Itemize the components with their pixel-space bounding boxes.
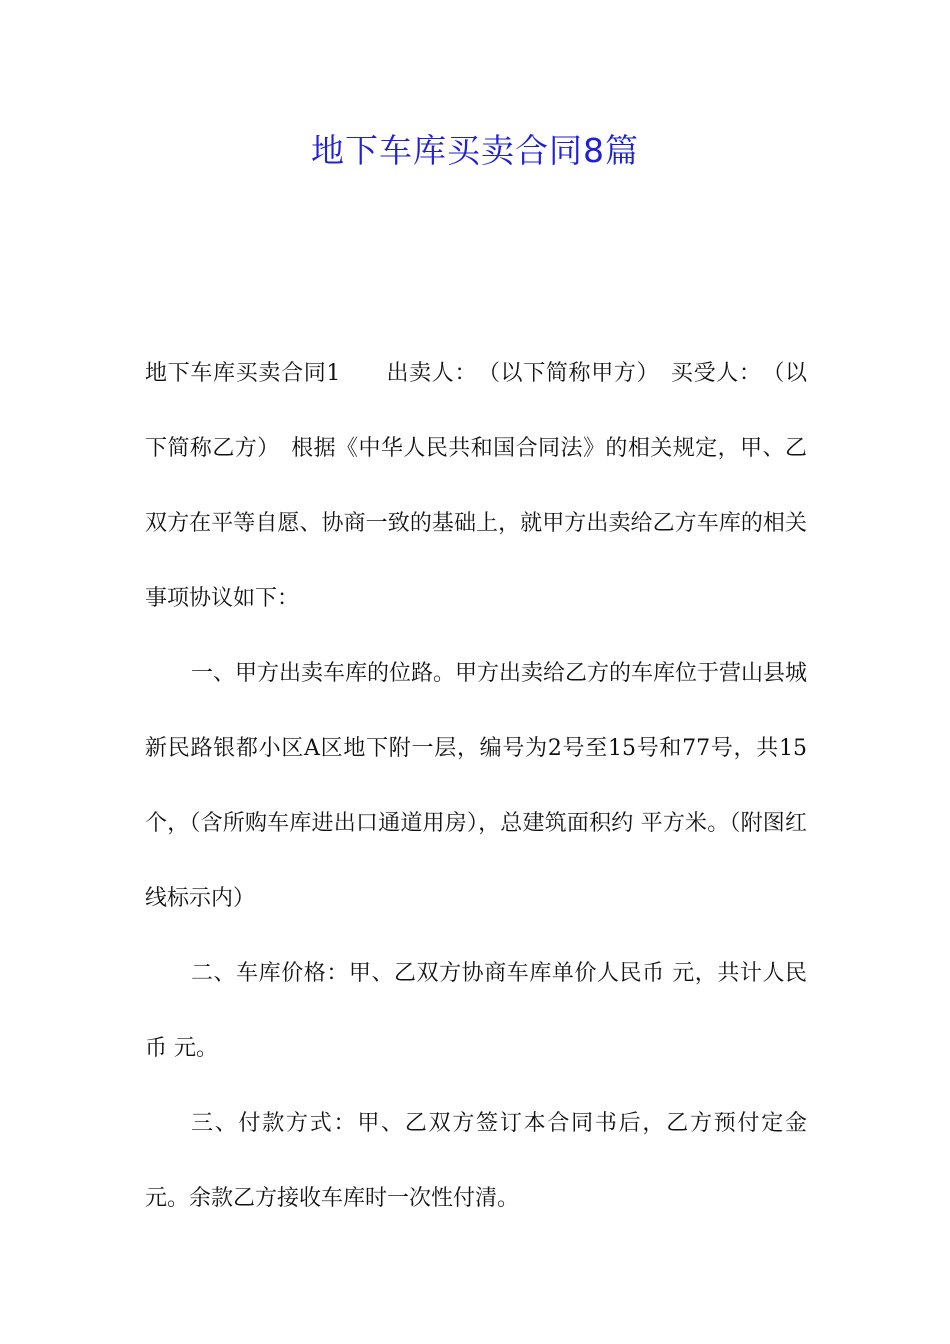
- paragraph-1: 地下车库买卖合同1 出卖人： （以下简称甲方） 买受人： （以下简称乙方） 根据《中华人民共和国合同法》的相关规定，甲、乙双方在平等自愿、协商一致的基础上，就甲方出卖给乙方车库的相关事项协议如下：: [145, 361, 807, 611]
- document-title: 地下车库买卖合同8篇: [311, 131, 639, 170]
- paragraph-2: 一、甲方出卖车库的位路。甲方出卖给乙方的车库位于营山县城新民路银都小区A区地下附一层，编号为2号至15号和77号，共15个，（含所购车库进出口通道用房），总建筑面积约 平方米。（附图红线标示内）: [145, 661, 808, 911]
- document-body: [145, 336, 807, 1236]
- paragraph-4: 三、付款方式：甲、乙双方签订本合同书后，乙方预付定金 元。余款乙方接收车库时一次性付清。: [145, 1111, 807, 1211]
- paragraph-3: 二、车库价格：甲、乙双方协商车库单价人民币 元，共计人民币 元。: [145, 961, 807, 1061]
